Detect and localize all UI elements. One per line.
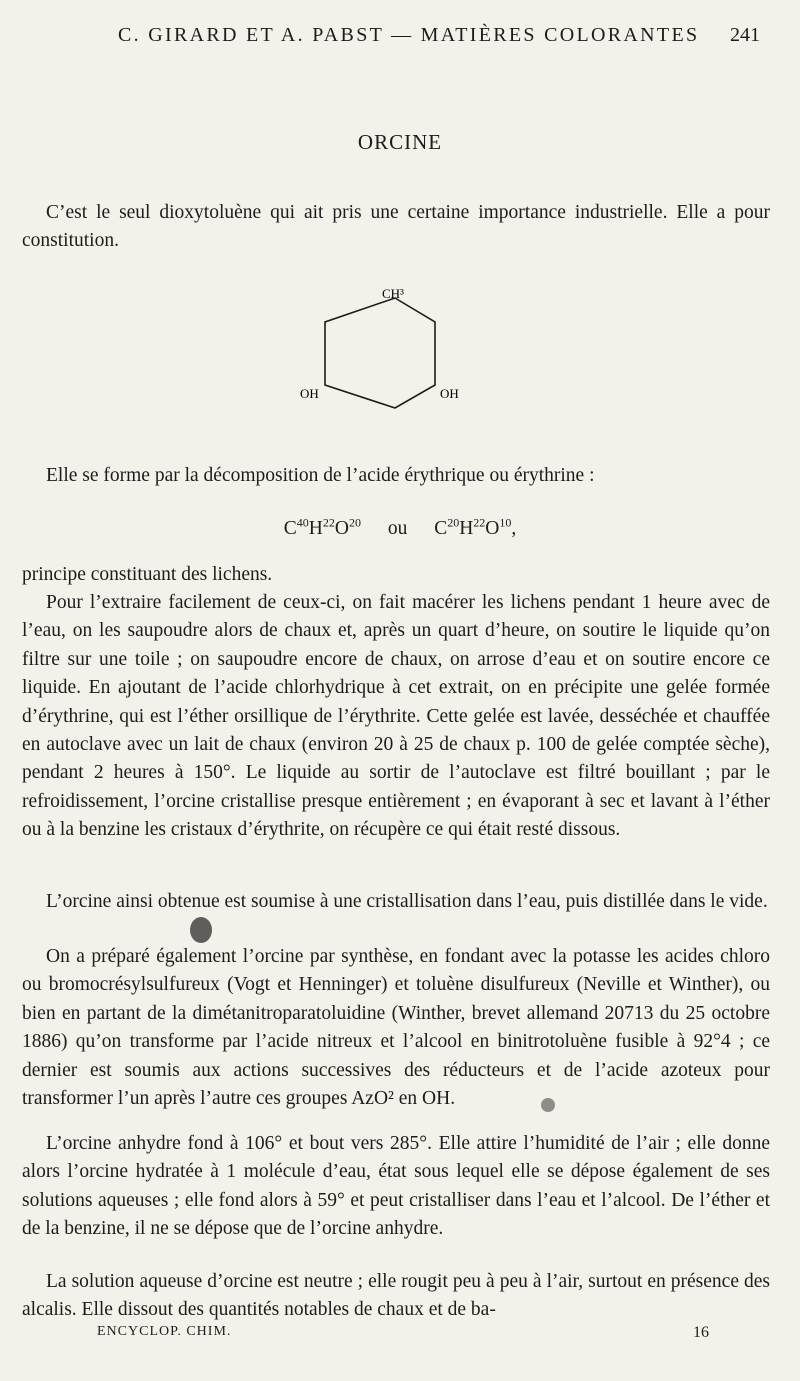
paragraph-solution: La solution aqueuse d’orcine est neutre ; elle rougit peu à peu à l’air, surtout en présence des alcalis. Elle dissout des quantités notables de chaux et de ba-	[22, 1271, 770, 1321]
footer-sheet-number: 16	[693, 1324, 709, 1341]
paragraph-properties: L’orcine anhydre fond à 106° et bout vers 285°. Elle attire l’humidité de l’air ; elle donne alors l’orcine hydratée à 1 molécule d’eau, état sous lequel elle se dépose également de ses solutions aqueuses ; elle fond alors à 59° et peut cristalliser dans l’eau et l’alcool. De l’éther et de la benzine, il ne se dépose que de l’orcine anhydre.	[22, 1133, 770, 1240]
benzene-ring	[325, 298, 435, 408]
paragraph-formation: Elle se forme par la décomposition de l’acide érythrique ou érythrine :	[46, 465, 595, 486]
paragraph-lichens: principe constituant des lichens.	[22, 564, 273, 585]
oh-left-label: OH	[300, 386, 319, 401]
page-header	[0, 24, 800, 54]
oh-right-label: OH	[440, 386, 459, 401]
formula-1: $C^{40}H^{22}O^{20}$	[283, 515, 361, 539]
paragraph-intro: C’est le seul dioxytoluène qui ait pris une certaine importance industrielle. Elle a pour constitution.	[22, 202, 770, 252]
orcine-structure-diagram	[290, 280, 490, 430]
ink-smudge	[190, 917, 212, 943]
chemical-formula	[0, 515, 800, 540]
ch3-label: CH³	[382, 286, 404, 301]
ink-smudge-small	[541, 1098, 555, 1112]
formula-2: $C^{20}H^{22}O^{10}$,	[434, 515, 517, 539]
formula-connector: ou	[387, 517, 408, 539]
paragraph-distillation: L’orcine ainsi obtenue est soumise à une cristallisation dans l’eau, puis distillée dans le vide.	[46, 891, 768, 912]
section-title: ORCINE	[357, 130, 443, 154]
footer-signature: ENCYCLOP. CHIM.	[97, 1324, 232, 1339]
running-head: C. GIRARD ET A. PABST — MATIÈRES COLORANTES	[118, 24, 700, 46]
page-footer	[0, 1324, 800, 1350]
page-number: 241	[730, 24, 760, 46]
paragraph-synthesis: On a préparé également l’orcine par synthèse, en fondant avec la potasse les acides chloro ou bromocrésylsulfureux (Vogt et Henninger) et toluène disulfureux (Neville et Winther), ou bien en partant de la dimétanitroparatoluidine (Winther, brevet allemand 20713 du 25 octobre 1886) qu’on transforme par l’acide nitreux et l’alcool en binitrotoluène fusible à 92°4 ; ce dernier est soumis aux actions successives des réducteurs et de l’acide azoteux pour transformer l’un après l’autre ces groupes AzO² en OH.	[22, 946, 770, 1110]
paragraph-extraction: Pour l’extraire facilement de ceux-ci, on fait macérer les lichens pendant 1 heure avec de l’eau, on les saupoudre alors de chaux et, après un quart d’heure, on soutire le liquide qu’on filtre sur une toile ; on saupoudre encore de chaux, on arrose d’eau et on soutire encore ce liquide. En ajoutant de l’acide chlorhydrique à cet extrait, on en précipite une gelée formée d’érythrine, qui est l’éther orsillique de l’érythrite. Cette gelée est lavée, desséchée et chauffée en autoclave avec un lait de chaux (environ 20 à 25 de chaux p. 100 de gelée comptée sèche), pendant 2 heures à 150°. Le liquide au sortir de l’autoclave est filtré bouillant ; par le refroidissement, l’orcine cristallise presque entièrement ; en évaporant à sec et lavant à l’éther ou à la benzine les cristaux d’érythrite, on récupère ce qui était resté dissous.	[22, 592, 770, 841]
